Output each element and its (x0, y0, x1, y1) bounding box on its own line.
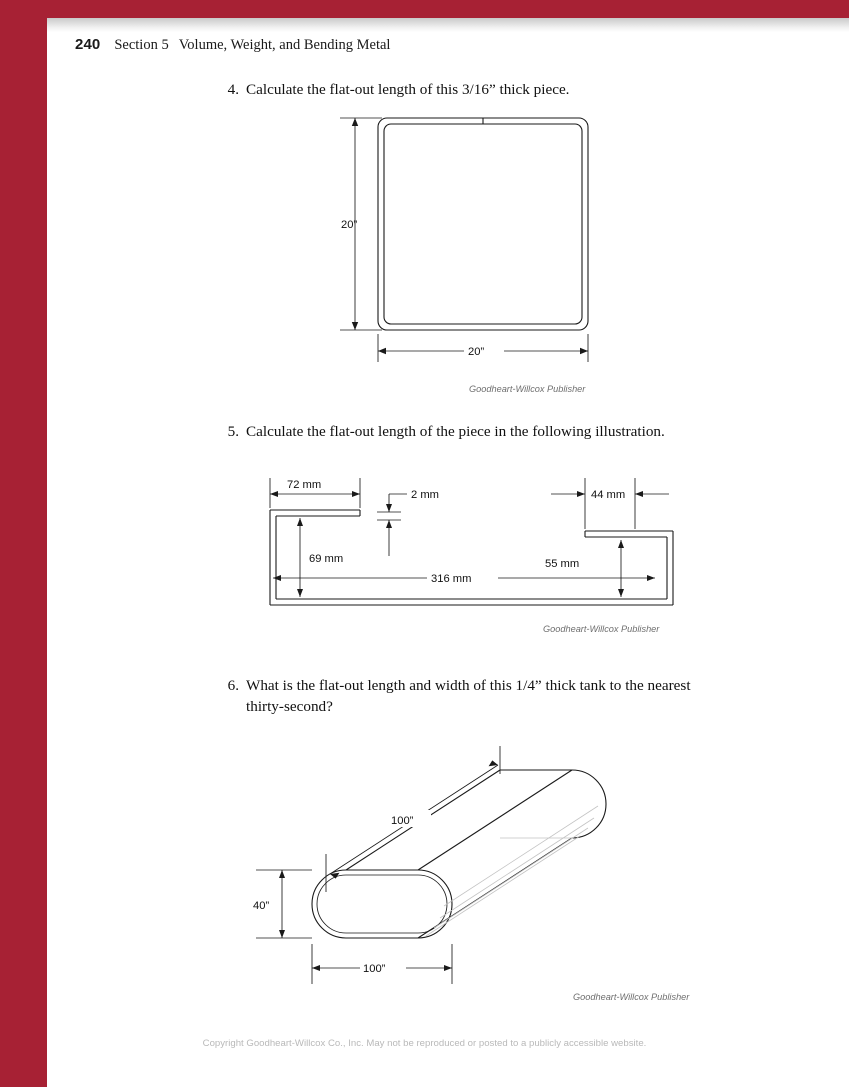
tube-inner-wall (384, 124, 582, 324)
dim-label-69mm: 69 mm (309, 553, 344, 565)
figure-4-drawing (318, 110, 598, 370)
dim-label-316mm: 316 mm (431, 573, 472, 585)
dim-label-72mm: 72 mm (287, 479, 322, 491)
dim-55-arrow-top (618, 540, 624, 548)
dim-40-arrow-bottom (279, 930, 285, 938)
question-4 (222, 80, 742, 101)
question-5 (222, 422, 752, 443)
question-6-text: What is the flat-out length and width of this 1/4” thick tank to the nearest thirty-second? (246, 677, 691, 715)
dim-h-arrow-right (580, 348, 588, 354)
question-6 (222, 676, 732, 717)
running-head (75, 36, 390, 54)
dim-label-55mm: 55 mm (545, 558, 580, 570)
dim-316-arrow-right (647, 575, 655, 581)
dim-label-2mm: 2 mm (411, 489, 439, 501)
question-5-text: Calculate the flat-out length of the piece in the following illustration. (246, 423, 665, 440)
dim-h-arrow-left (378, 348, 386, 354)
copyright-notice: Copyright Goodheart-Willcox Co., Inc. May not be reproduced or posted to a publicly accessible website. (202, 1038, 647, 1049)
dim-316-arrow-left (273, 575, 281, 581)
question-4-text: Calculate the flat-out length of this 3/16” thick piece. (246, 81, 570, 98)
dim-44-arrow-left (577, 491, 585, 497)
figure-4-credit: Goodheart-Willcox Publisher (469, 384, 586, 394)
decorative-top-band (0, 0, 849, 18)
dim-69-arrow-top (297, 518, 303, 526)
tank-blend-line-3 (440, 818, 594, 918)
dim-55-arrow-bottom (618, 589, 624, 597)
section-title: Volume, Weight, and Bending Metal (178, 37, 391, 53)
dim-label-width-100in: 100” (363, 963, 386, 975)
dim-40-arrow-top (279, 870, 285, 878)
tank-blend-line-2 (434, 828, 588, 928)
dim-label-44mm: 44 mm (591, 489, 626, 501)
tank-blend-line-1 (426, 836, 580, 936)
dim-69-arrow-bottom (297, 589, 303, 597)
tube-outer-wall (378, 118, 588, 330)
dim-label-height-20in: 20” (341, 219, 358, 231)
dim-label-width-20in: 20” (468, 346, 485, 358)
tank-front-face-outer (312, 870, 452, 938)
dim-label-height-40in: 40” (253, 900, 270, 912)
dim-2mm-arrow-lower (386, 520, 392, 528)
dim-72-arrow-left (270, 491, 278, 497)
page-number: 240 (75, 36, 101, 53)
dim-72-arrow-right (352, 491, 360, 497)
dim-v-arrow-bottom (352, 322, 358, 330)
figure-6-obround-tank (250, 726, 720, 996)
figure-6-credit: Goodheart-Willcox Publisher (573, 992, 690, 1002)
figure-4-square-tube (318, 110, 598, 370)
decorative-left-band (0, 0, 47, 1087)
dim-2mm-arrow-upper (386, 504, 392, 512)
dim-label-depth-100in: 100” (391, 815, 414, 827)
figure-5-channel-profile (255, 468, 705, 618)
dim-width-arrow-left (312, 965, 320, 971)
tank-front-face-inner (317, 875, 447, 933)
dim-v-arrow-top (352, 118, 358, 126)
question-5-number: 5. (227, 423, 239, 440)
dim-44-arrow-right (635, 491, 643, 497)
dim-width-arrow-right (444, 965, 452, 971)
tank-blend-line-4 (444, 806, 598, 906)
figure-6-drawing (250, 726, 720, 996)
section-label: Section 5 (114, 37, 169, 53)
tank-top-right-edge (418, 770, 572, 870)
figure-5-credit: Goodheart-Willcox Publisher (543, 624, 660, 634)
tank-back-cap-arc (572, 770, 606, 838)
figure-5-drawing (255, 468, 705, 618)
question-6-number: 6. (227, 677, 239, 694)
question-4-number: 4. (227, 81, 239, 98)
